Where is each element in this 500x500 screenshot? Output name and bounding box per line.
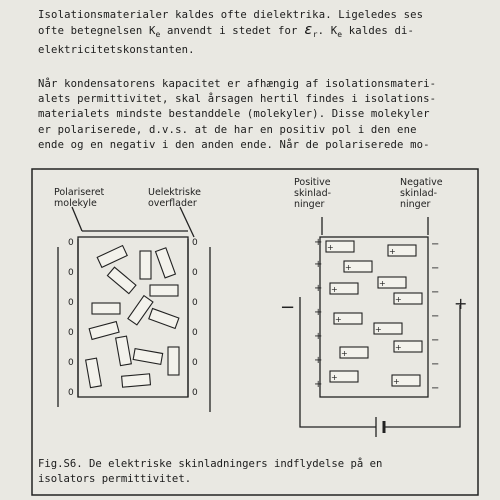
zero-sign: 0 bbox=[192, 268, 198, 278]
plus-sign: + bbox=[395, 295, 402, 304]
zero-sign: 0 bbox=[68, 328, 74, 338]
caption-line: isolators permittivitet. bbox=[38, 473, 192, 486]
polarized-molecule bbox=[168, 347, 179, 375]
polarized-molecule bbox=[140, 251, 151, 279]
label-negative-line3: ninger bbox=[400, 199, 431, 210]
polarized-molecule bbox=[107, 267, 136, 293]
zero-sign: 0 bbox=[68, 268, 74, 278]
subscript: r bbox=[312, 30, 318, 40]
plus-sign: + bbox=[395, 343, 402, 352]
label-polarized-line1: Polariseret bbox=[54, 187, 105, 198]
zero-sign: 0 bbox=[68, 238, 74, 248]
subscript: e bbox=[155, 30, 161, 40]
plus-sign: + bbox=[331, 373, 338, 382]
polarized-molecule bbox=[133, 349, 162, 365]
plus-sign: + bbox=[314, 307, 323, 318]
text-line: er polariserede, d.v.s. at de har en positiv pol i den ene bbox=[38, 123, 417, 136]
terminal-plus: + bbox=[454, 294, 468, 313]
plus-sign: + bbox=[314, 259, 323, 270]
polarized-molecule bbox=[156, 248, 176, 278]
polarized-molecule bbox=[116, 336, 132, 365]
polarized-molecule bbox=[86, 358, 102, 387]
minus-sign: − bbox=[431, 335, 440, 346]
plus-sign: + bbox=[314, 355, 323, 366]
subscript: e bbox=[337, 30, 343, 40]
minus-sign: − bbox=[431, 311, 440, 322]
plus-sign: + bbox=[314, 237, 323, 248]
polarized-molecule bbox=[122, 374, 151, 387]
epsilon-symbol: ε bbox=[304, 22, 313, 39]
polarized-molecule bbox=[128, 296, 153, 325]
minus-sign: − bbox=[431, 359, 440, 370]
text-line: Isolationsmaterialer kaldes ofte dielektrika. Ligeledes ses bbox=[38, 9, 424, 21]
label-uncharged-line1: Uelektriske bbox=[148, 187, 202, 198]
minus-sign: − bbox=[431, 239, 440, 250]
figure-caption bbox=[38, 457, 382, 487]
leader-line bbox=[72, 207, 82, 231]
plus-sign: + bbox=[375, 325, 382, 334]
label-negative-line2: skinlad- bbox=[400, 188, 438, 199]
label-polarized-line2: molekyle bbox=[54, 198, 97, 209]
zero-sign: 0 bbox=[68, 388, 74, 398]
zero-sign: 0 bbox=[68, 358, 74, 368]
text-line: ofte betegnelsen $K_e$ anvendt i stedet for $\varepsilon_r$. $K_e$ kaldes di- bbox=[38, 22, 415, 40]
paragraph-1 bbox=[38, 8, 478, 58]
label-negative-line1: Negative bbox=[400, 177, 443, 188]
left-molecules bbox=[86, 246, 179, 388]
plus-sign: + bbox=[314, 379, 323, 390]
minus-sign: − bbox=[431, 263, 440, 274]
right-molecules bbox=[326, 241, 422, 386]
label-positive-line1: Positive bbox=[294, 177, 331, 188]
text-line: Når kondensatorens kapacitet er afhængig af isolationsmateri- bbox=[38, 78, 437, 90]
plus-sign: + bbox=[314, 283, 323, 294]
polarized-molecule bbox=[92, 303, 120, 314]
zero-sign: 0 bbox=[192, 358, 198, 368]
zero-sign: 0 bbox=[192, 238, 198, 248]
label-positive-line3: ninger bbox=[294, 199, 325, 210]
plus-sign: + bbox=[331, 285, 338, 294]
caption-line: Fig.S6. De elektriske skinladningers indflydelse på en bbox=[38, 458, 383, 470]
zero-sign: 0 bbox=[192, 388, 198, 398]
figure-s6 bbox=[30, 167, 480, 497]
paragraph-2 bbox=[38, 77, 478, 153]
plus-sign: + bbox=[314, 331, 323, 342]
label-uncharged-line2: overflader bbox=[148, 198, 197, 209]
plus-sign: + bbox=[345, 263, 352, 272]
text-line: alets permittivitet, skal årsagen hertil findes i isolations- bbox=[38, 93, 437, 106]
zero-sign: 0 bbox=[192, 328, 198, 338]
plus-sign: + bbox=[341, 349, 348, 358]
text-line: materialets mindste bestanddele (molekyler). Disse molekyler bbox=[38, 108, 430, 121]
zero-sign: 0 bbox=[192, 298, 198, 308]
polarized-molecule bbox=[89, 322, 119, 340]
polarized-molecule bbox=[97, 246, 127, 268]
aligned-molecules bbox=[326, 241, 422, 386]
plus-sign: + bbox=[393, 377, 400, 386]
plus-sign: + bbox=[335, 315, 342, 324]
minus-sign: − bbox=[431, 383, 440, 394]
leader-line bbox=[180, 207, 194, 237]
plus-sign: + bbox=[389, 247, 396, 256]
zero-sign: 0 bbox=[68, 298, 74, 308]
minus-sign: − bbox=[431, 287, 440, 298]
plus-sign: + bbox=[379, 279, 386, 288]
left-circuit bbox=[58, 247, 210, 412]
polarized-molecule bbox=[149, 309, 179, 329]
text-line: elektricitetskonstanten. bbox=[38, 43, 195, 56]
text-line: ende og en negativ i den anden ende. Når de polariserede mo- bbox=[38, 138, 430, 151]
polarized-molecule bbox=[150, 285, 178, 296]
label-positive-line2: skinlad- bbox=[294, 188, 332, 199]
plus-sign: + bbox=[327, 243, 334, 252]
terminal-minus: − bbox=[280, 297, 296, 318]
